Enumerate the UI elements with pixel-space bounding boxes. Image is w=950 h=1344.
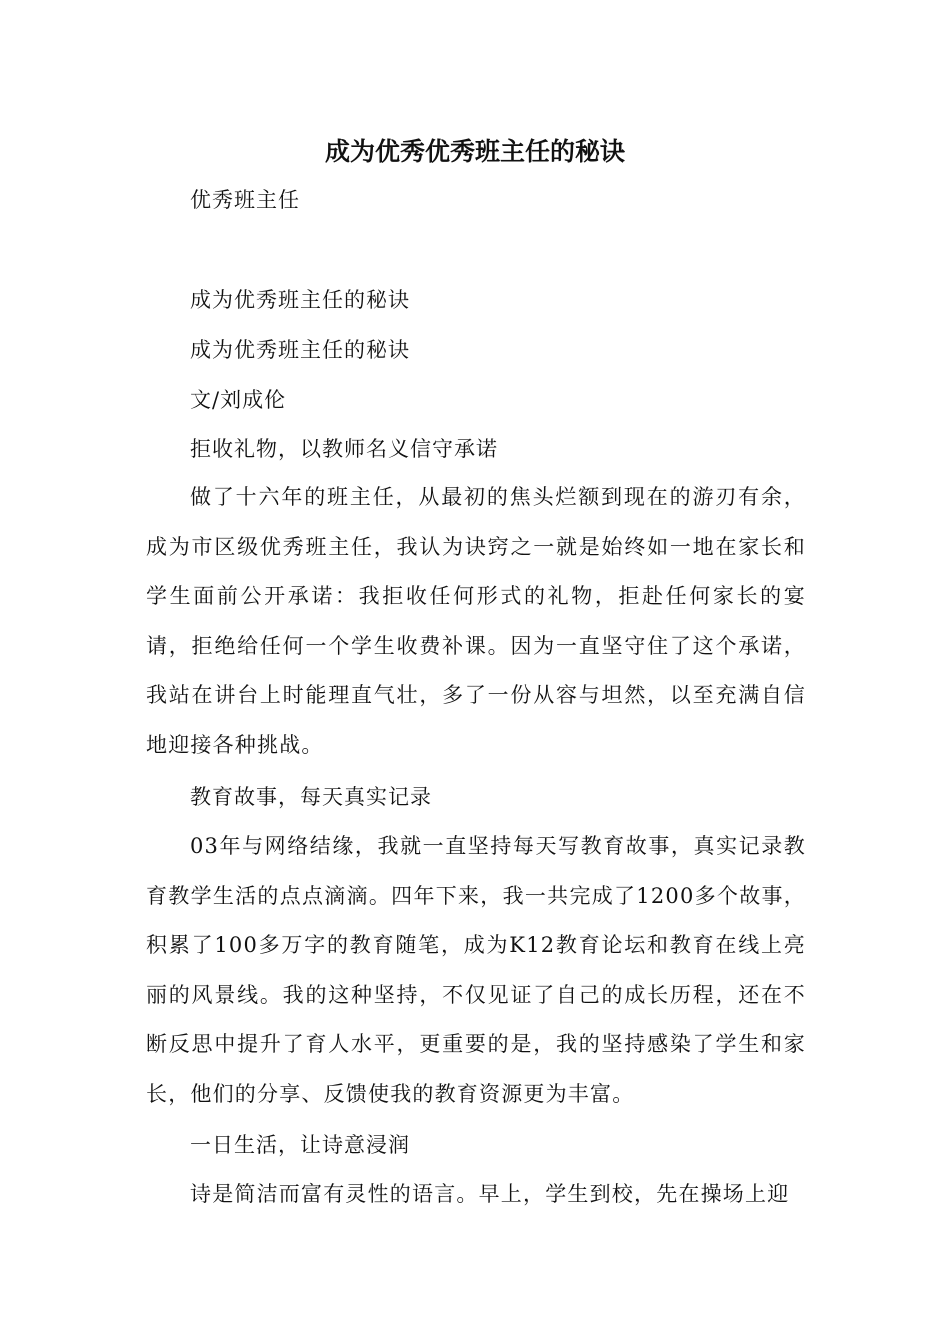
category-label: 优秀班主任 <box>190 188 300 212</box>
section-3-heading: 一日生活，让诗意浸润 <box>190 1133 410 1157</box>
section-1-paragraph: 做了十六年的班主任，从最初的焦头烂额到现在的游刃有余，成为市区级优秀班主任，我认为诀窍之一就是始终如一地在家长和学生面前公开承诺：我拒收任何形式的礼物，拒赴任何家长的宴请，拒绝给任何一个学生收费补课。因为一直坚守住了这个承诺，我站在讲台上时能理直气壮，多了一份从容与坦然，以至充满自信地迎接各种挑战。 <box>146 485 806 757</box>
document-title: 成为优秀优秀班主任的秘诀 <box>324 137 625 166</box>
section-1-heading: 拒收礼物，以教师名义信守承诺 <box>190 437 498 461</box>
author-line: 文/刘成伦 <box>190 388 287 412</box>
section-2-paragraph: 03年与网络结缘，我就一直坚持每天写教育故事，真实记录教育教学生活的点点滴滴。四年下来，我一共完成了1200多个故事，积累了100多万字的教育随笔，成为K12教育论坛和教育在线上亮丽的风景线。我的这种坚持，不仅见证了自己的成长历程，还在不断反思中提升了育人水平，更重要的是，我的坚持感染了学生和家长，他们的分享、反馈使我的教育资源更为丰富。 <box>146 834 806 1106</box>
section-3-paragraph: 诗是简洁而富有灵性的语言。早上，学生到校，先在操场上迎 <box>190 1182 790 1206</box>
section-2-heading: 教育故事，每天真实记录 <box>190 785 432 809</box>
heading-1: 成为优秀班主任的秘诀 <box>190 288 410 312</box>
heading-2: 成为优秀班主任的秘诀 <box>190 338 410 362</box>
